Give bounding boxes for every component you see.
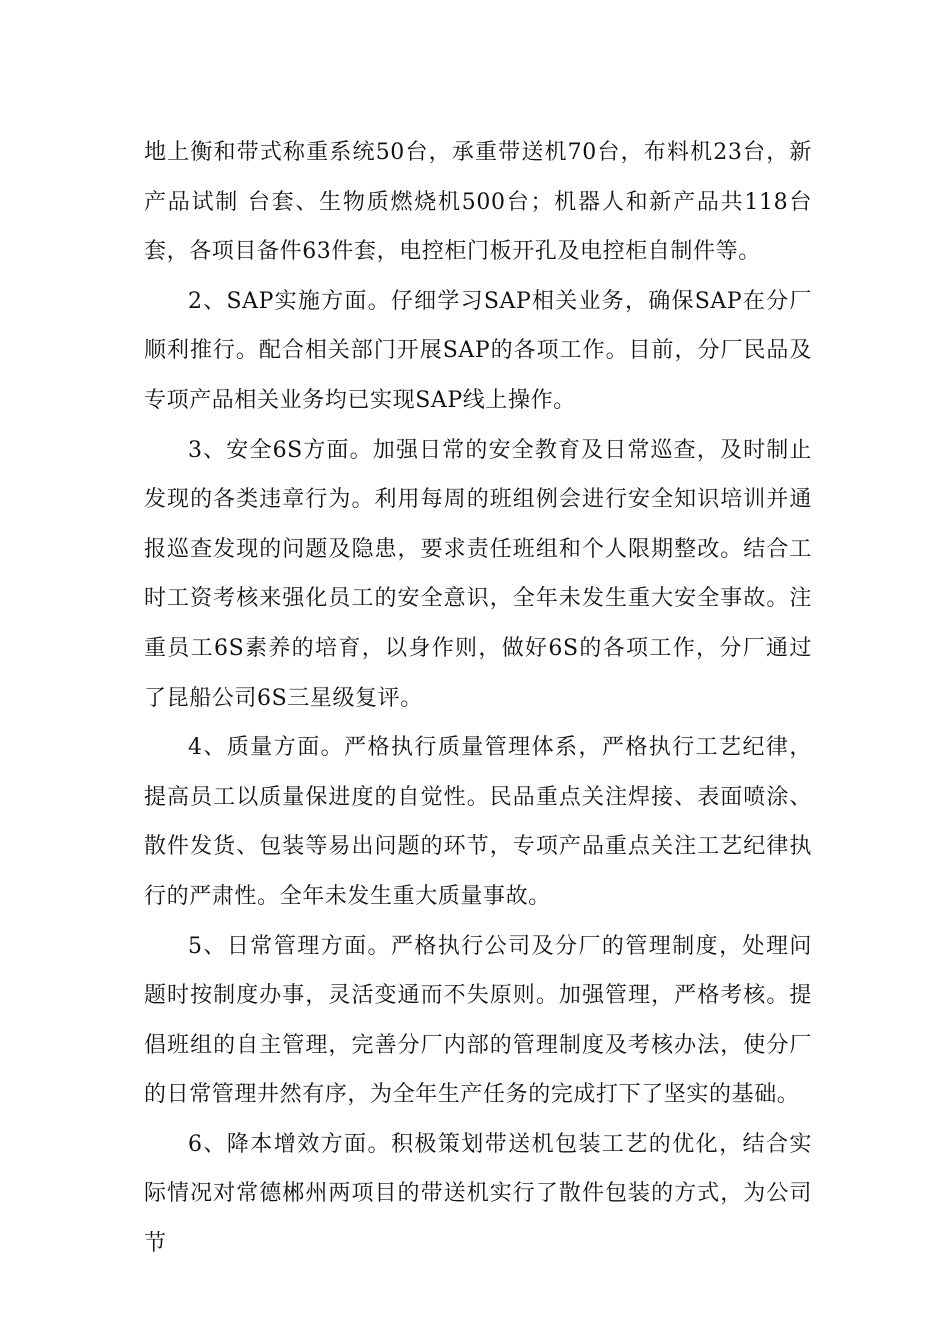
document-body (144, 128, 812, 1269)
paragraph-safety-6s: 3、安全6S方面。加强日常的安全教育及日常巡查，及时制止发现的各类违章行为。利用每周的班组例会进行安全知识培训并通报巡查发现的问题及隐患，要求责任班组和个人限期整改。结合工时工资考核来强化员工的安全意识，全年未发生重大安全事故。注重员工6S素养的培育，以身作则，做好6S的各项工作，分厂通过了昆船公司6S三星级复评。 (144, 437, 812, 711)
paragraph-daily-management: 5、日常管理方面。严格执行公司及分厂的管理制度，处理问题时按制度办事，灵活变通而不失原则。加强管理，严格考核。提倡班组的自主管理，完善分厂内部的管理制度及考核办法，使分厂的日常管理井然有序，为全年生产任务的完成打下了坚实的基础。 (144, 933, 812, 1108)
paragraph-sap: 2、SAP实施方面。仔细学习SAP相关业务，确保SAP在分厂顺利推行。配合相关部门开展SAP的各项工作。目前，分厂民品及专项产品相关业务均已实现SAP线上操作。 (144, 288, 812, 413)
paragraph-continuation: 地上衡和带式称重系统50台，承重带送机70台，布料机23台，新产品试制 台套、生物质燃烧机500台；机器人和新产品共118台套，各项目备件63件套，电控柜门板开孔及电控柜自制件等。 (144, 140, 812, 265)
paragraph-quality: 4、质量方面。严格执行质量管理体系，严格执行工艺纪律，提高员工以质量保进度的自觉性。民品重点关注焊接、表面喷涂、散件发货、包装等易出问题的环节，专项产品重点关注工艺纪律执行的严肃性。全年未发生重大质量事故。 (144, 735, 812, 909)
paragraph-cost-reduction: 6、降本增效方面。积极策划带送机包装工艺的优化，结合实际情况对常德郴州两项目的带送机实行了散件包装的方式，为公司节 (144, 1131, 812, 1257)
